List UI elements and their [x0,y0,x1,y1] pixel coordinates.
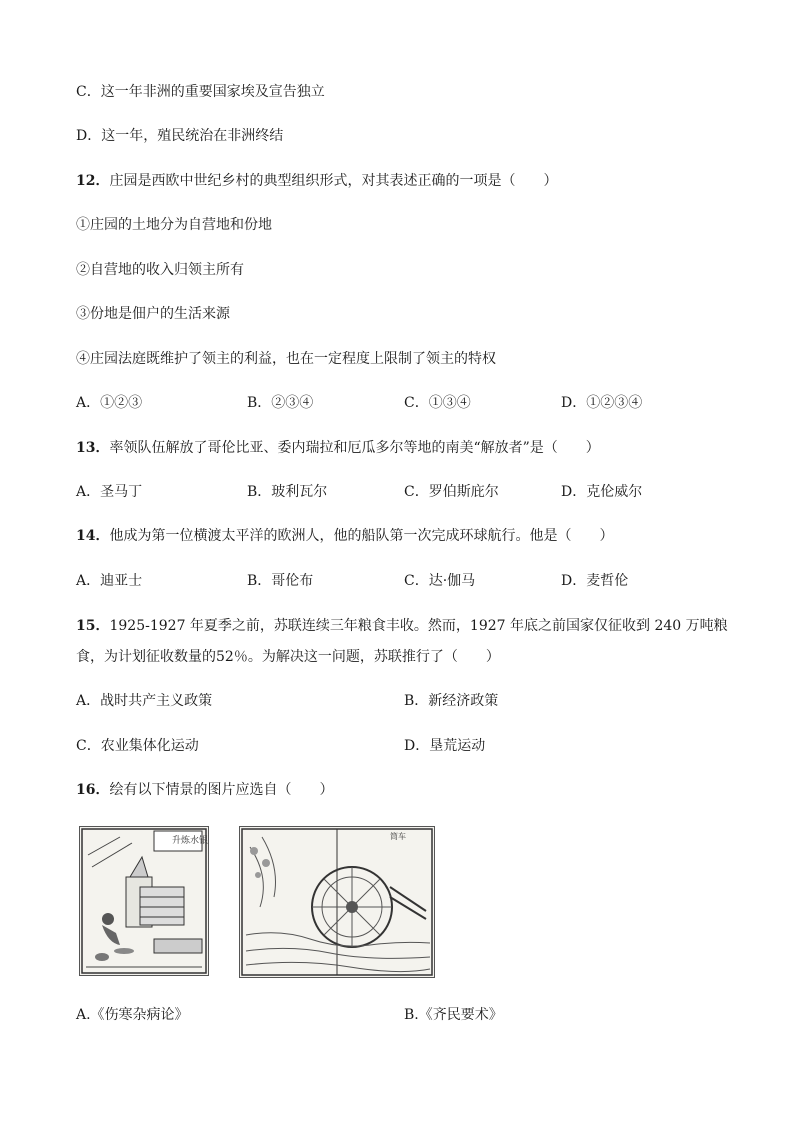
option-b: B．新经济政策 [404,693,499,709]
question-14 [76,526,613,546]
option-d: D．垦荒运动 [404,738,486,754]
question-16 [76,780,333,800]
question-15-line-2: 食，为计划征收数量的52％。为解决这一问题，苏联推行了（ ） [76,649,500,665]
illustration-water-wheel [239,826,435,978]
question-stem-line-1: 1925-1927 年夏季之前，苏联连续三年粮食丰收。然而，1927 年底之前国家仅征收到 240 万吨粮 [109,618,728,634]
figure-caption: 升炼水银 [172,836,209,846]
option-b: B．②③④ [247,395,314,411]
statement-3: ③份地是佃户的生活来源 [76,306,230,322]
option-b: B．哥伦布 [247,573,314,589]
question-15 [76,616,728,636]
option-b: B．玻利瓦尔 [247,484,328,500]
question-stem: 率领队伍解放了哥伦比亚、委内瑞拉和厄瓜多尔等地的南美“解放者”是（ ） [109,440,600,456]
prev-option-d: D．这一年，殖民统治在非洲终结 [76,128,284,144]
option-a: A．圣马丁 [76,484,143,500]
option-c: C．达·伽马 [404,573,476,589]
option-d: D．克伦威尔 [561,484,643,500]
option-a: A.《伤寒杂病论》 [76,1007,189,1023]
option-a: A．战时共产主义政策 [76,693,213,709]
statement-2: ②自营地的收入归领主所有 [76,262,244,278]
question-number: 14． [76,528,110,544]
water-wheel-drawing [240,827,434,977]
illustration-mercury-refining [79,826,209,976]
question-number: 13． [76,440,110,456]
question-stem: 绘有以下情景的图片应选自（ ） [109,782,334,798]
statement-1: ①庄园的土地分为自营地和份地 [76,217,272,233]
question-number: 16． [76,782,110,798]
question-number: 15． [76,618,110,634]
option-a: A．迪亚士 [76,573,143,589]
question-number: 12． [76,173,110,189]
option-a: A．①②③ [76,395,143,411]
statement-4: ④庄园法庭既维护了领主的利益，也在一定程度上限制了领主的特权 [76,351,496,367]
question-13 [76,438,600,458]
mercury-refining-drawing [80,827,208,975]
option-d: D．麦哲伦 [561,573,629,589]
option-c: C．罗伯斯庇尔 [404,484,499,500]
option-c: C．①③④ [404,395,471,411]
prev-option-c: C．这一年非洲的重要国家埃及宣告独立 [76,84,325,100]
question-stem: 庄园是西欧中世纪乡村的典型组织形式，对其表述正确的一项是（ ） [109,173,558,189]
figure-caption: 筒车 [390,832,406,841]
option-c: C．农业集体化运动 [76,738,199,754]
option-b: B.《齐民要术》 [404,1007,503,1023]
question-stem: 他成为第一位横渡太平洋的欧洲人，他的船队第一次完成环球航行。他是（ ） [109,528,614,544]
question-12 [76,171,557,191]
option-d: D．①②③④ [561,395,643,411]
